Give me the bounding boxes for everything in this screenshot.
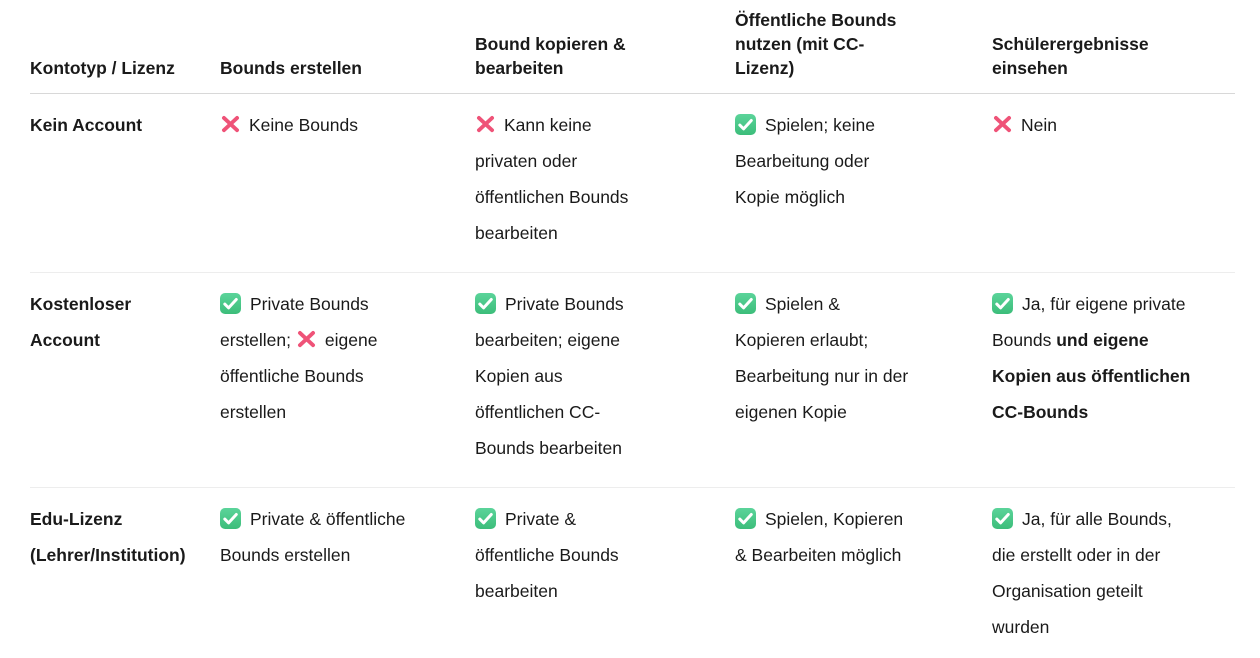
header-row (30, 0, 1235, 94)
cell-text: Ja, für alle Bounds, die erstellt oder in der Organisation geteilt wurden (992, 509, 1172, 637)
column-header (475, 0, 735, 94)
check-icon (220, 293, 241, 314)
account-label: Kein Account (30, 115, 143, 135)
cross-icon (296, 329, 317, 350)
column-header-label: Kontotyp / Lizenz (30, 58, 175, 78)
column-header-label: Bound kopieren & bearbeiten (475, 34, 626, 78)
cell-text: Private Bounds bearbeiten; eigene Kopien aus öffentlichen CC-Bounds bearbeiten (475, 294, 624, 458)
cell-text-bold: und eigene Kopien aus öffentlichen CC-Bounds (992, 330, 1191, 422)
feature-cell (475, 488, 735, 658)
feature-cell (475, 94, 735, 273)
column-header-label: Schülerergebnisse einsehen (992, 34, 1149, 78)
permissions-table (30, 0, 1235, 658)
table-row (30, 94, 1235, 273)
account-cell (30, 273, 220, 488)
table-row (30, 488, 1235, 658)
cell-text: Spielen; keine Bearbeitung oder Kopie möglich (735, 115, 875, 207)
cell-text: Private Bounds erstellen; (220, 294, 369, 350)
cell-text: Kann keine privaten oder öffentlichen Bounds bearbeiten (475, 115, 629, 243)
check-icon (220, 508, 241, 529)
cross-icon (220, 114, 241, 135)
column-header (220, 0, 475, 94)
check-icon (992, 508, 1013, 529)
column-header (992, 0, 1235, 94)
cell-text: Private & öffentliche Bounds erstellen (220, 509, 406, 565)
account-cell (30, 488, 220, 658)
feature-cell (220, 488, 475, 658)
feature-cell (220, 273, 475, 488)
feature-cell (735, 94, 992, 273)
table-header (30, 0, 1235, 94)
column-header (735, 0, 992, 94)
cross-icon (992, 114, 1013, 135)
cell-text: Ja, für eigene private Bounds (992, 294, 1186, 350)
check-icon (475, 293, 496, 314)
feature-cell (992, 273, 1235, 488)
cell-text: Nein (1021, 115, 1057, 135)
check-icon (735, 293, 756, 314)
feature-cell (992, 94, 1235, 273)
feature-cell (475, 273, 735, 488)
column-header (30, 0, 220, 94)
feature-cell (220, 94, 475, 273)
cell-text: Private & öffentliche Bounds bearbeiten (475, 509, 619, 601)
table-row (30, 273, 1235, 488)
column-header-label: Bounds erstellen (220, 58, 362, 78)
check-icon (735, 114, 756, 135)
cell-text: Keine Bounds (249, 115, 358, 135)
check-icon (735, 508, 756, 529)
check-icon (992, 293, 1013, 314)
check-icon (475, 508, 496, 529)
cell-text: Spielen & Kopieren erlaubt; Bearbeitung nur in der eigenen Kopie (735, 294, 909, 422)
account-cell (30, 94, 220, 273)
feature-cell (992, 488, 1235, 658)
account-label: Edu-Lizenz (Lehrer/Institution) (30, 509, 186, 565)
feature-cell (735, 488, 992, 658)
account-label: Kostenloser Account (30, 294, 132, 350)
table-body (30, 94, 1235, 658)
column-header-label: Öffentliche Bounds nutzen (mit CC-Lizenz) (735, 10, 897, 78)
cell-text: eigene öffentliche Bounds erstellen (220, 330, 378, 422)
cell-text: Spielen, Kopieren & Bearbeiten möglich (735, 509, 904, 565)
cross-icon (475, 114, 496, 135)
feature-cell (735, 273, 992, 488)
